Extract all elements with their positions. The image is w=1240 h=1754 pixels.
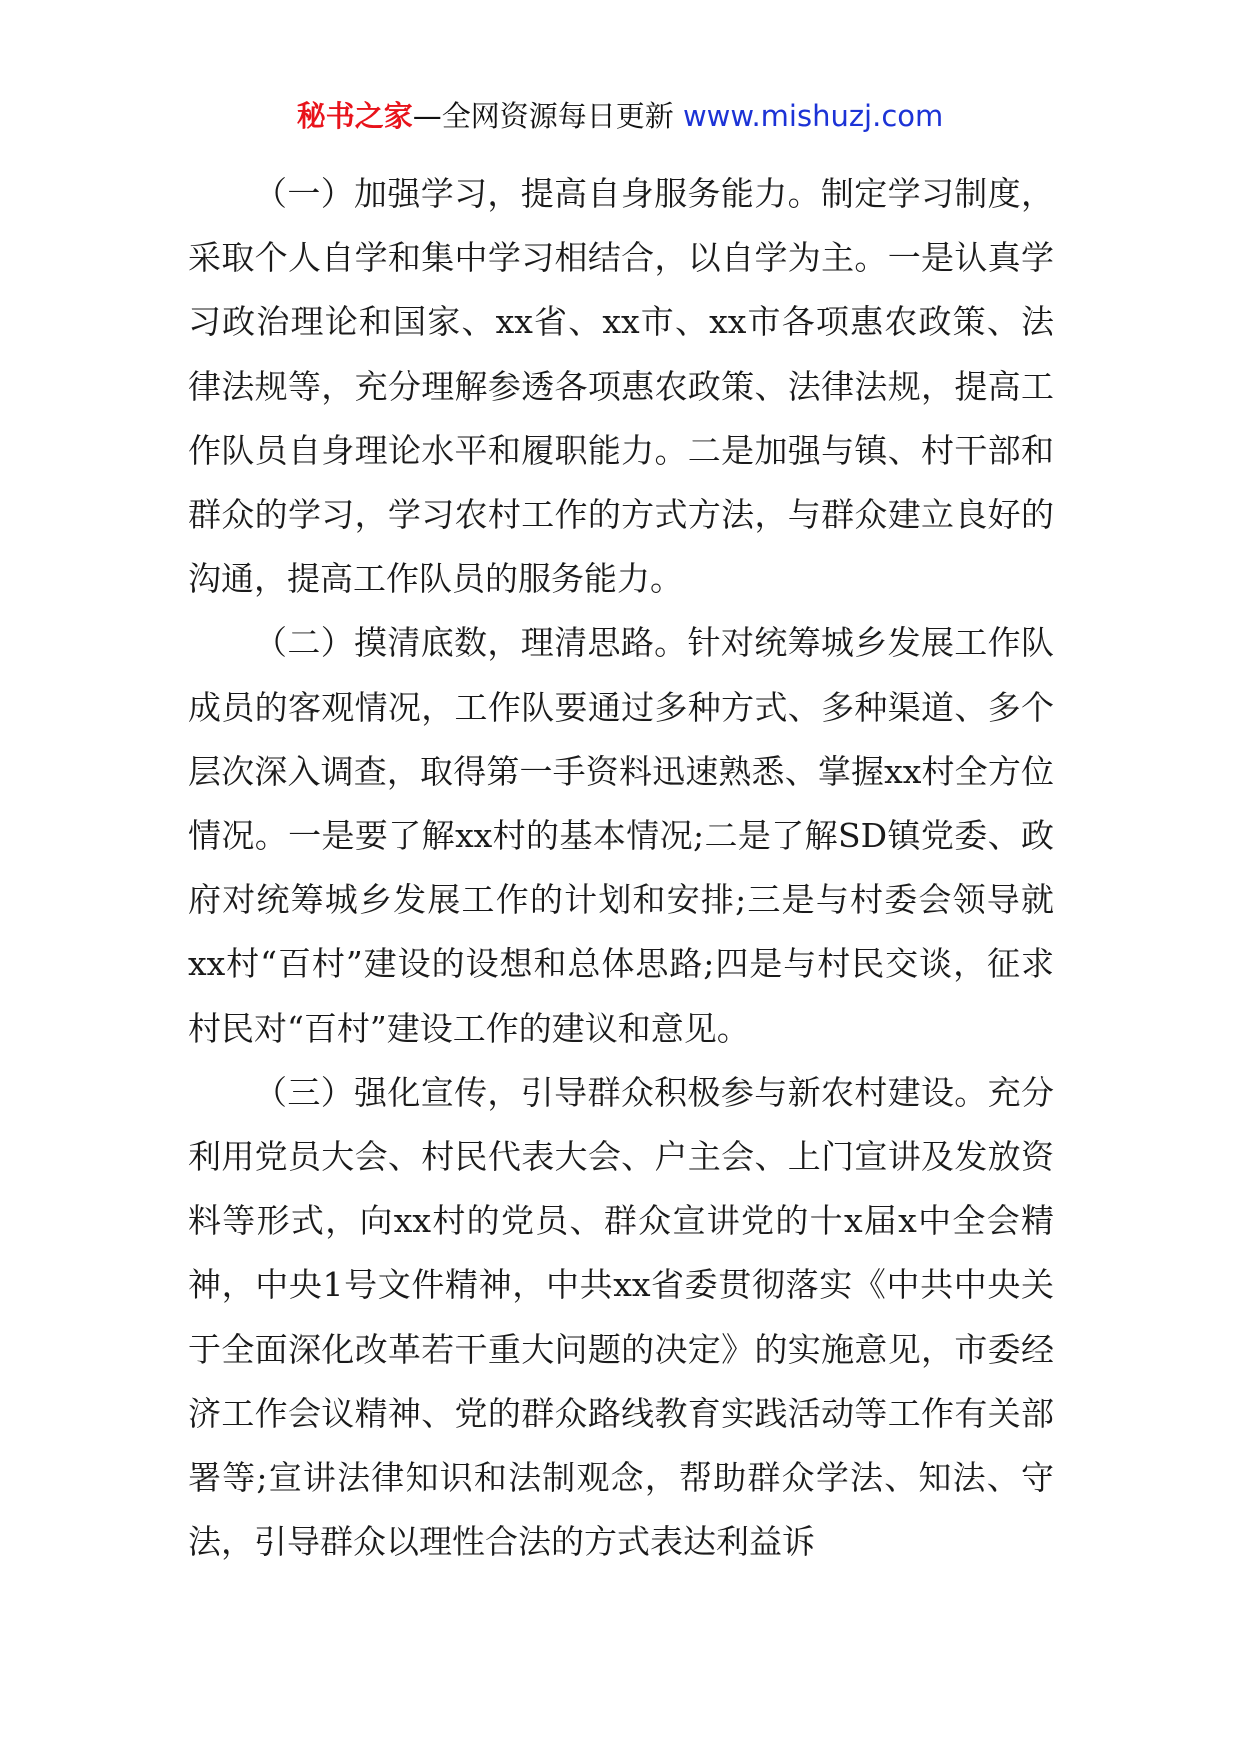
website-url[interactable]: www.mishuzj.com	[682, 99, 944, 133]
paragraph-1: （一）加强学习，提高自身服务能力。制定学习制度，采取个人自学和集中学习相结合，以自学为主。一是认真学习政治理论和国家、xx省、xx市、xx市各项惠农政策、法律法规等，充分理解参透各项惠农政策、法律法规，提高工作队员自身理论水平和履职能力。二是加强与镇、村干部和群众的学习，学习农村工作的方式方法，与群众建立良好的沟通，提高工作队员的服务能力。	[188, 174, 1054, 599]
paragraph-2: （二）摸清底数，理清思路。针对统筹城乡发展工作队成员的客观情况，工作队要通过多种方式、多种渠道、多个层次深入调查，取得第一手资料迅速熟悉、掌握xx村全方位情况。一是要了解xx村的基本情况;二是了解SD镇党委、政府对统筹城乡发展工作的计划和安排;三是与村委会领导就xx村“百村”建设的设想和总体思路;四是与村民交谈，征求村民对“百村”建设工作的建议和意见。	[188, 623, 1054, 1048]
page-header	[0, 96, 1240, 136]
header-tagline: —全网资源每日更新	[412, 99, 683, 133]
document-body	[188, 162, 1054, 1574]
paragraph-3: （三）强化宣传，引导群众积极参与新农村建设。充分利用党员大会、村民代表大会、户主会、上门宣讲及发放资料等形式，向xx村的党员、群众宣讲党的十x届x中全会精神，中央1号文件精神，中共xx省委贯彻落实《中共中央关于全面深化改革若干重大问题的决定》的实施意见，市委经济工作会议精神、党的群众路线教育实践活动等工作有关部署等;宣讲法律知识和法制观念，帮助群众学法、知法、守法，引导群众以理性合法的方式表达利益诉	[188, 1072, 1054, 1562]
brand-name: 秘书之家	[296, 99, 413, 133]
